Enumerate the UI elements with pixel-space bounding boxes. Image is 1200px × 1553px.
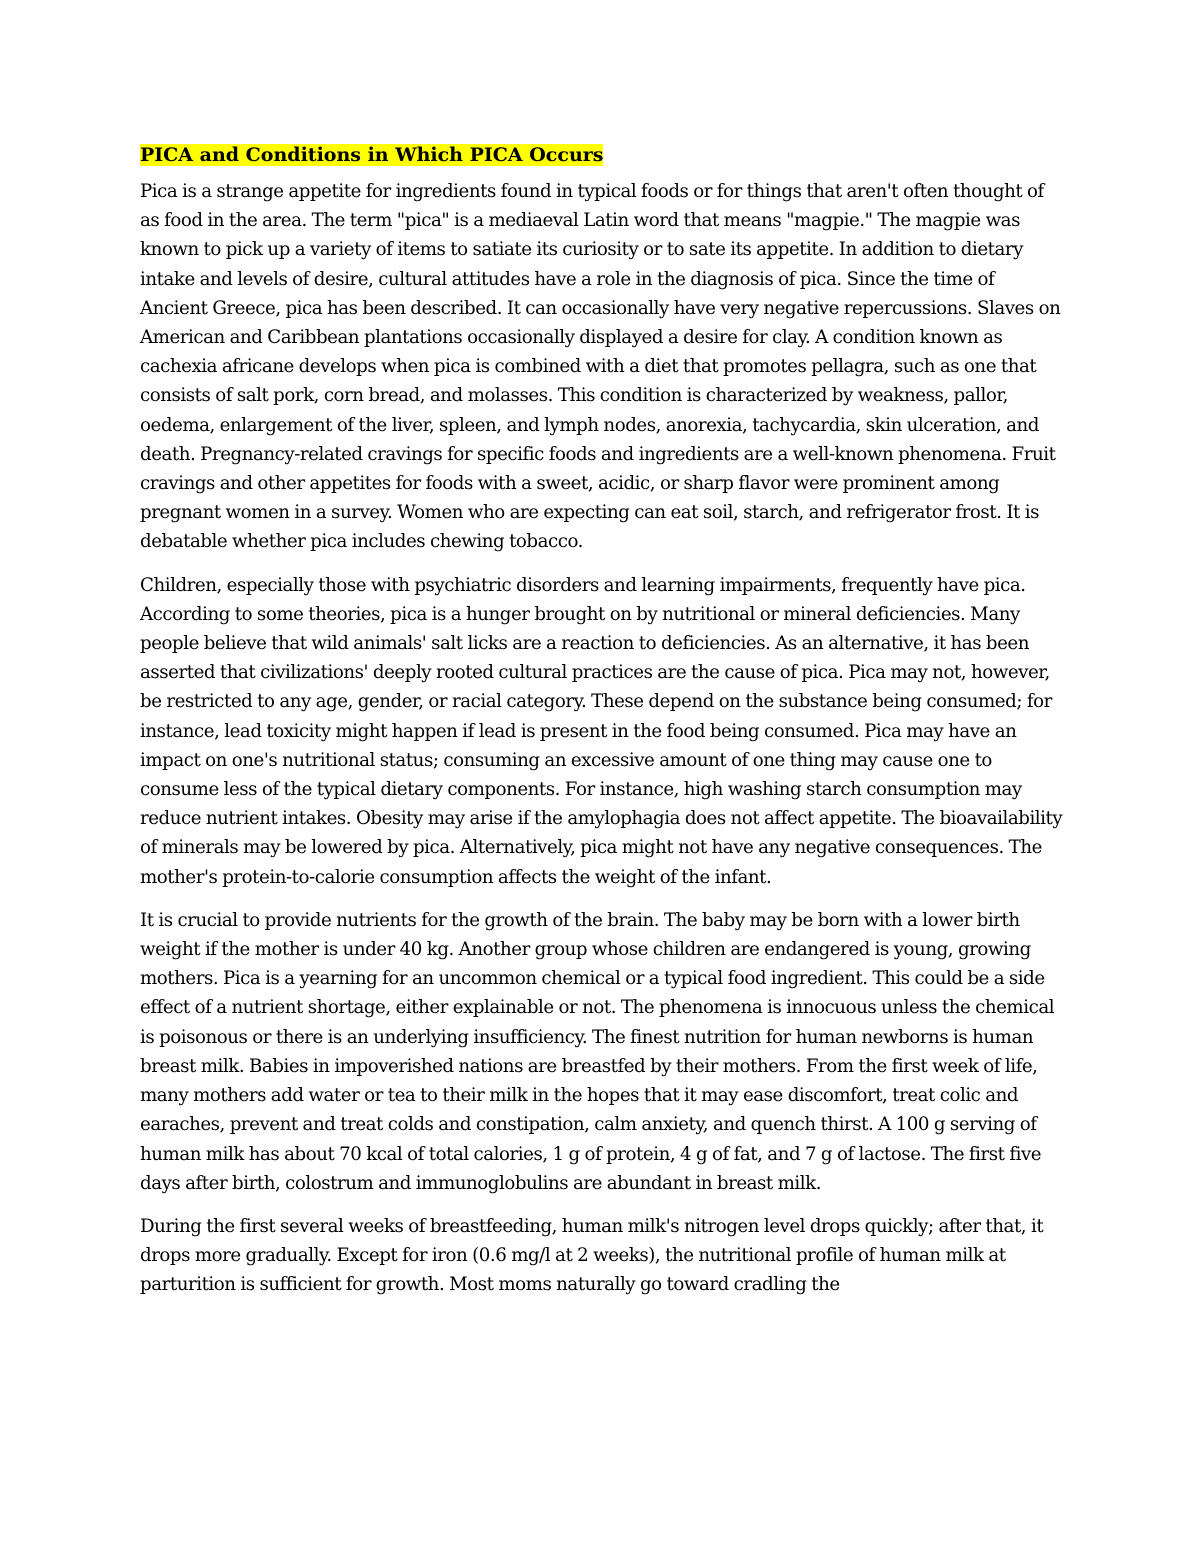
paragraph-1: Pica is a strange appetite for ingredients found in typical foods or for things that aren't often thought of as food in the area. The term "pica" is a mediaeval Latin word that means "magpie." The magpie was known to pick up a variety of items to satiate its curiosity or to sate its appetite. In addition to dietary intake and levels of desire, cultural attitudes have a role in the diagnosis of pica. Since the time of Ancient Greece, pica has been described. It can occasionally have very negative repercussions. Slaves on American and Caribbean plantations occasionally displayed a desire for clay. A condition known as cachexia africane develops when pica is combined with a diet that promotes pellagra, such as one that consists of salt pork, corn bread, and molasses. This condition is characterized by weakness, pallor, oedema, enlargement of the liver, spleen, and lymph nodes, anorexia, tachycardia, skin ulceration, and death. Pregnancy-related cravings for specific foods and ingredients are a well-known phenomena. Fruit cravings and other appetites for foods with a sweet, acidic, or sharp flavor were prominent among pregnant women in a survey. Women who are expecting can eat soil, starch, and refrigerator frost. It is debatable whether pica includes chewing tobacco. — [140, 181, 1061, 553]
paragraph-4: During the first several weeks of breastfeeding, human milk's nitrogen level drops quickly; after that, it drops more gradually. Except for iron (0.6 mg/l at 2 weeks), the nutritional profile of human milk at parturition is sufficient for growth. Most moms naturally go toward cradling the — [140, 1215, 1044, 1296]
paragraph-3: It is crucial to provide nutrients for the growth of the brain. The baby may be born with a lower birth weight if the mother is under 40 kg. Another group whose children are endangered is young, growing mothers. Pica is a yearning for an uncommon chemical or a typical food ingredient. This could be a side effect of a nutrient shortage, either explainable or not. The phenomena is innocuous unless the chemical is poisonous or there is an underlying insufficiency. The finest nutrition for human newborns is human breast milk. Babies in impoverished nations are breastfed by their mothers. From the first week of life, many mothers add water or tea to their milk in the hopes that it may ease discomfort, treat colic and earaches, prevent and treat colds and constipation, calm anxiety, and quench thirst. A 100 g serving of human milk has about 70 kcal of total calories, 1 g of protein, 4 g of fat, and 7 g of lactose. The first five days after birth, colostrum and immunoglobulins are abundant in breast milk. — [140, 909, 1055, 1194]
title-highlight: PICA and Conditions in Which PICA Occurs — [140, 144, 604, 166]
document-page — [140, 140, 1065, 1314]
paragraph-2: Children, especially those with psychiatric disorders and learning impairments, frequently have pica. According to some theories, pica is a hunger brought on by nutritional or mineral deficiencies. Many people believe that wild animals' salt licks are a reaction to deficiencies. As an alternative, it has been asserted that civilizations' deeply rooted cultural practices are the cause of pica. Pica may not, however, be restricted to any age, gender, or racial category. These depend on the substance being consumed; for instance, lead toxicity might happen if lead is present in the food being consumed. Pica may have an impact on one's nutritional status; consuming an excessive amount of one thing may cause one to consume less of the typical dietary components. For instance, high washing starch consumption may reduce nutrient intakes. Obesity may arise if the amylophagia does not affect appetite. The bioavailability of minerals may be lowered by pica. Alternatively, pica might not have any negative consequences. The mother's protein-to-calorie consumption affects the weight of the infant. — [140, 574, 1063, 888]
document-title — [140, 140, 603, 170]
